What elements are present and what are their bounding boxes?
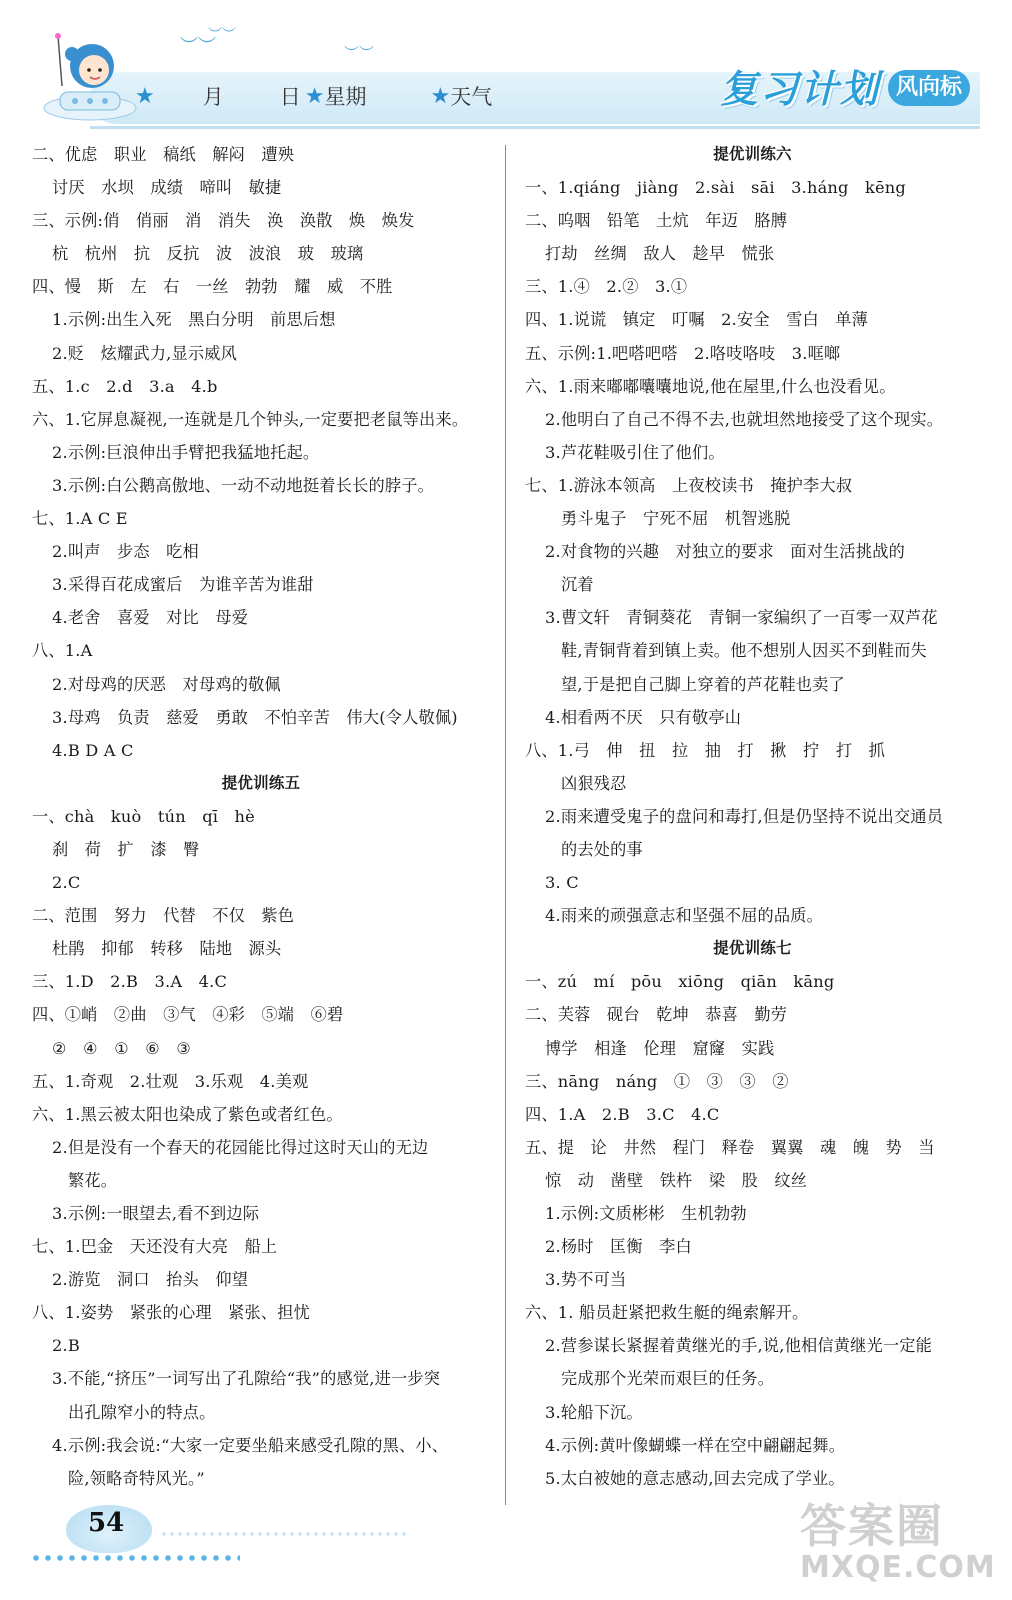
answer-line: 七、1.巴金 天还没有大亮 船上 [32,1237,278,1257]
answer-line: 2.雨来遭受鬼子的盘问和毒打,但是仍坚持不说出交通员 [545,806,944,826]
answer-line: 2.但是没有一个春天的花园能比得过这时天山的无边 [52,1137,429,1157]
answer-line: 4.雨来的顽强意志和坚强不屈的品质。 [545,906,824,926]
answer-line: 3.轮船下沉。 [545,1402,643,1422]
page-header [30,14,982,124]
answer-line: 2.杨时 匡衡 李白 [545,1237,692,1257]
answer-line: 望,于是把自己脚上穿着的芦花鞋也卖了 [561,674,845,694]
header-underline [90,126,980,129]
answer-line: 4.老舍 喜爱 对比 母爱 [52,608,249,628]
seagull-icon: ︶︶ [344,44,375,62]
answer-line: 五、1.奇观 2.壮观 3.乐观 4.美观 [32,1071,309,1091]
answer-line: 打劫 丝绸 敌人 趁早 慌张 [545,244,775,264]
answer-line: 六、1.黑云被太阳也染成了紫色或者红色。 [32,1104,343,1124]
answer-line: 3.母鸡 负责 慈爱 勇敢 不怕辛苦 伟大(令人敬佩) [52,707,458,727]
watermark-bottom: MXQE.COM [800,1550,996,1585]
answer-line: ② ④ ① ⑥ ③ [52,1038,192,1058]
brand-logo [720,58,980,118]
watermark-logo [800,1490,996,1590]
answer-line: 二、范围 努力 代替 不仅 紫色 [32,906,295,926]
answer-line: 勇斗鬼子 宁死不屈 机智逃脱 [561,509,791,529]
answer-line: 三、1.D 2.B 3.A 4.C [32,972,228,992]
answer-line: 5.太白被她的意志感动,回去完成了学业。 [545,1468,845,1488]
answer-line: 1.示例:文质彬彬 生机勃勃 [545,1204,747,1223]
date-weather-row [135,78,492,114]
answer-line: 4.示例:我会说:“大家一定要坐船来感受孔隙的黑、小、 [52,1435,449,1455]
answer-line: 八、1.弓 伸 扭 拉 抽 打 揪 拧 打 抓 [525,740,885,760]
answer-line: 二、优虑 职业 稿纸 解闷 遭殃 [32,145,295,164]
answer-line: 3. C [545,873,579,893]
answer-line: 3.曹文轩 青铜葵花 青铜一家编织了一百零一双芦花 [545,608,938,628]
answer-line: 2.示例:巨浪伸出手臂把我猛地托起。 [52,442,320,462]
star-icon: ★ [304,83,325,109]
answer-line: 4.相看两不厌 只有敬亭山 [545,707,742,727]
answer-line: 讨厌 水坝 成绩 啼叫 敏捷 [52,178,282,198]
answer-line: 2.贬 炫耀武力,显示威风 [52,343,238,363]
answer-line: 六、1.雨来嘟嘟囔囔地说,他在屋里,什么也没看见。 [525,376,896,396]
answer-line: 2.对食物的兴趣 对独立的要求 面对生活挑战的 [545,542,905,562]
answer-line: 出孔隙窄小的特点。 [68,1402,216,1422]
weather-label: 天气 [450,85,493,109]
answer-line: 惊 动 凿壁 铁杵 梁 股 纹丝 [545,1170,808,1190]
section-heading: 提优训练六 [713,145,792,163]
answer-line: 二、呜咽 铅笔 土炕 年迈 胳膊 [525,211,788,231]
answer-line: 六、1.它屏息凝视,一连就是几个钟头,一定要把老鼠等出来。 [32,409,469,429]
month-label: 月 [202,85,224,109]
answer-line: 三、nāng náng ① ③ ③ ② [525,1071,789,1091]
brand-title: 复习计划 [720,66,881,111]
answer-line: 二、芙蓉 砚台 乾坤 恭喜 勤劳 [525,1005,788,1025]
answer-line: 一、1.qiáng jiàng 2.sài sāi 3.háng kēng [525,178,906,198]
answer-line: 沉着 [561,575,594,595]
footer-dots-decoration [30,1555,240,1561]
answer-line: 的去处的事 [561,839,643,859]
answer-line: 险,领略奇特风光。” [68,1468,205,1488]
answer-line: 博学 相逢 伦理 窟窿 实践 [545,1038,775,1058]
seagull-icon: ︶︶ [208,27,236,43]
answer-line: 四、1.说谎 镇定 叮嘱 2.安全 雪白 单薄 [525,310,869,330]
answer-line: 杜鹃 抑郁 转移 陆地 源头 [52,939,282,959]
answer-line: 八、1.姿势 紧张的心理 紧张、担忧 [32,1303,311,1323]
answer-line: 4.B D A C [52,740,134,760]
answer-line: 3.不能,“挤压”一词写出了孔隙给“我”的感觉,进一步突 [52,1369,441,1389]
answer-line: 一、zú mí pōu xiōng qiān kāng [525,972,835,992]
answer-line: 4.示例:黄叶像蝴蝶一样在空中翩翩起舞。 [545,1435,846,1455]
answer-line: 鞋,青铜背着到镇上卖。他不想别人因买不到鞋而失 [561,641,927,661]
answer-line: 七、1.A C E [32,509,128,529]
answer-line: 3.示例:一眼望去,看不到边际 [52,1204,260,1223]
answer-line: 四、慢 斯 左 右 一丝 勃勃 耀 威 不胜 [32,277,393,297]
mascot-girl-icon [40,26,140,126]
weekday-label: 星期 [324,85,367,109]
answer-line: 三、1.④ 2.② 3.① [525,277,688,297]
column-divider [505,145,506,1505]
answer-line: 四、1.A 2.B 3.C 4.C [525,1104,720,1124]
watermark-top: 答案圈 [800,1499,944,1553]
answer-line: 三、示例:俏 俏丽 消 消失 涣 涣散 焕 焕发 [32,211,415,231]
footer-dots-decoration [160,1532,410,1536]
section-heading: 提优训练五 [221,773,301,792]
answer-line: 五、1.c 2.d 3.a 4.b [32,376,218,396]
answer-line: 八、1.A [32,641,93,661]
left-answer-column [32,138,490,1495]
right-answer-column [525,138,980,1495]
answer-line: 2.游览 洞口 抬头 仰望 [52,1270,249,1290]
answer-line: 五、提 论 井然 程门 释卷 翼翼 魂 魄 势 当 [525,1137,935,1157]
seagull-icon: ︶︶ [180,36,216,57]
answer-line: 四、①峭 ②曲 ③气 ④彩 ⑤端 ⑥碧 [32,1005,344,1025]
answer-line: 六、1. 船员赶紧把救生艇的绳索解开。 [525,1303,809,1323]
answer-line: 繁花。 [68,1170,118,1190]
answer-line: 2.他明白了自己不得不去,也就坦然地接受了这个现实。 [545,409,944,429]
answer-line: 完成那个光荣而艰巨的任务。 [561,1369,775,1389]
answer-line: 3.芦花鞋吸引住了他们。 [545,442,725,462]
answer-line: 五、示例:1.吧嗒吧嗒 2.咯吱咯吱 3.哐啷 [525,343,841,363]
answer-line: 2.B [52,1336,80,1356]
answer-line: 刹 荷 扩 漆 臀 [52,839,200,859]
answer-line: 3.势不可当 [545,1270,627,1290]
answer-line: 一、chà kuò tún qī hè [32,806,255,826]
answer-line: 2.营参谋长紧握着黄继光的手,说,他相信黄继光一定能 [545,1336,933,1356]
answer-line: 杭 杭州 抗 反抗 波 波浪 玻 玻璃 [52,244,364,264]
answer-line: 1.示例:出生入死 黑白分明 前思后想 [52,310,336,330]
answer-line: 3.采得百花成蜜后 为谁辛苦为谁甜 [52,575,314,595]
brand-subtitle: 风向标 [888,70,970,106]
day-label: 日 [279,85,301,109]
star-icon: ★ [135,83,155,109]
answer-line: 2.叫声 步态 吃相 [52,542,199,562]
star-icon: ★ [430,83,451,109]
section-heading: 提优训练七 [713,939,792,958]
answer-line: 凶狠残忍 [561,773,627,793]
answer-line: 3.示例:白公鹅高傲地、一动不动地挺着长长的脖子。 [52,475,435,495]
answer-line: 七、1.游泳本领高 上夜校读书 掩护李大叔 [525,475,853,495]
answer-line: 2.对母鸡的厌恶 对母鸡的敬佩 [52,674,281,694]
page-number: 54 [88,1508,125,1538]
answer-line: 2.C [52,873,81,893]
